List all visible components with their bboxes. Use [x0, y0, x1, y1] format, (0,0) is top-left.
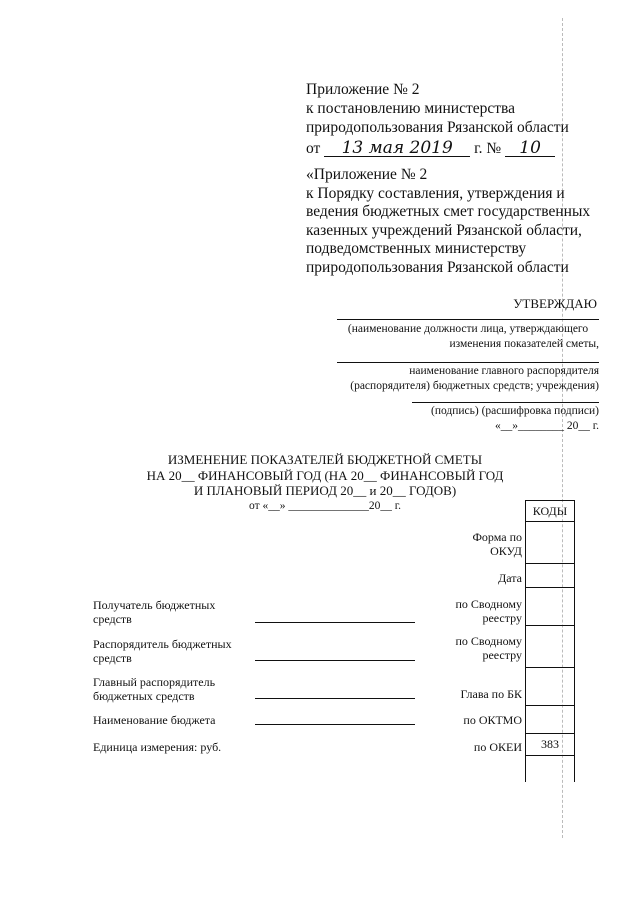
document-title — [120, 452, 530, 514]
svod1-label-a: по Сводному — [455, 597, 522, 611]
order-line3: ведения бюджетных смет государственных — [306, 203, 591, 220]
date-cell — [525, 564, 575, 588]
glava-cell — [525, 668, 575, 706]
main-distributor-label-b: бюджетных средств — [93, 689, 195, 703]
distributor-caption-b: (распорядителя) бюджетных средств; учреждения) — [350, 380, 599, 392]
okud-label — [420, 530, 522, 558]
approve-label: УТВЕРЖДАЮ — [513, 296, 597, 311]
recipient-label-b: средств — [93, 612, 132, 626]
svod1-label-b: реестру — [482, 611, 522, 625]
main-distributor-label — [93, 675, 253, 703]
svod2-label-b: реестру — [482, 648, 522, 662]
title-line1: ИЗМЕНЕНИЕ ПОКАЗАТЕЛЕЙ БЮДЖЕТНОЙ СМЕТЫ — [167, 452, 483, 467]
budget-name-label: Наименование бюджета — [93, 713, 216, 727]
codes-tail — [525, 756, 575, 782]
recipient-label-a: Получатель бюджетных — [93, 598, 216, 612]
codes-header: КОДЫ — [525, 500, 575, 522]
appendix-from: от — [306, 140, 321, 157]
svod1-cell — [525, 588, 575, 626]
distributor-label — [93, 637, 253, 665]
okei-cell: 383 — [525, 734, 575, 756]
distributor-label-a: Распорядитель бюджетных — [93, 637, 232, 651]
order-line6: природопользования Рязанской области — [306, 258, 569, 276]
handwritten-date: 13 мая 2019 — [324, 140, 470, 157]
position-caption — [337, 322, 599, 352]
okud-cell — [525, 522, 575, 564]
title-line4: от «__» ______________20__ г. — [248, 499, 402, 512]
okei-label: по ОКЕИ — [473, 740, 522, 754]
distributor-line — [337, 362, 599, 363]
recipient-label — [93, 598, 253, 626]
order-appendix-block — [306, 166, 590, 277]
appendix-line2: к постановлению министерства — [306, 100, 516, 117]
approval-date-line: «__»________ 20__ г. — [494, 420, 599, 432]
signature-caption: (подпись) (расшифровка подписи) — [430, 405, 599, 417]
position-caption-b: изменения показателей сметы, — [449, 338, 599, 350]
svod1-label — [420, 597, 522, 625]
position-caption-a: (наименование должности лица, утверждающего — [347, 323, 589, 335]
oktmo-label: по ОКТМО — [463, 713, 522, 727]
svod2-label-a: по Сводному — [455, 634, 522, 648]
recipient-line — [255, 622, 415, 623]
oktmo-cell — [525, 706, 575, 734]
glava-label: Глава по БК — [460, 687, 522, 701]
appendix-date-line — [306, 139, 569, 158]
unit-label: Единица измерения: руб. — [93, 740, 222, 754]
order-line1: «Приложение № 2 — [306, 166, 428, 183]
position-line — [337, 319, 599, 320]
appendix-block — [306, 80, 569, 158]
main-distributor-label-a: Главный распорядитель — [93, 675, 216, 689]
title-line2: НА 20__ ФИНАНСОВЫЙ ГОД (НА 20__ ФИНАНСОВЫЙ ГОД — [146, 467, 504, 483]
svod2-cell — [525, 626, 575, 668]
main-distributor-line — [255, 698, 415, 699]
okud-label-a: Форма по — [472, 530, 522, 544]
order-line4: казенных учреждений Рязанской области, — [306, 221, 582, 239]
distributor-field-line — [255, 660, 415, 661]
appendix-number-prefix: г. № — [474, 140, 502, 157]
appendix-line3: природопользования Рязанской области — [306, 119, 569, 136]
signature-line — [412, 402, 599, 403]
order-line2: к Порядку составления, утверждения и — [306, 184, 565, 202]
order-line5: подведомственных министерству — [306, 240, 527, 257]
appendix-line1: Приложение № 2 — [306, 81, 420, 98]
distributor-label-b: средств — [93, 651, 132, 665]
date-label: Дата — [498, 571, 522, 585]
svod2-label — [420, 634, 522, 662]
distributor-caption — [337, 364, 599, 394]
budget-name-line — [255, 724, 415, 725]
title-line3: И ПЛАНОВЫЙ ПЕРИОД 20__ и 20__ ГОДОВ) — [193, 483, 457, 498]
distributor-caption-a: наименование главного распорядителя — [409, 365, 599, 377]
okud-label-b: ОКУД — [490, 544, 522, 558]
handwritten-number: 10 — [505, 140, 555, 157]
